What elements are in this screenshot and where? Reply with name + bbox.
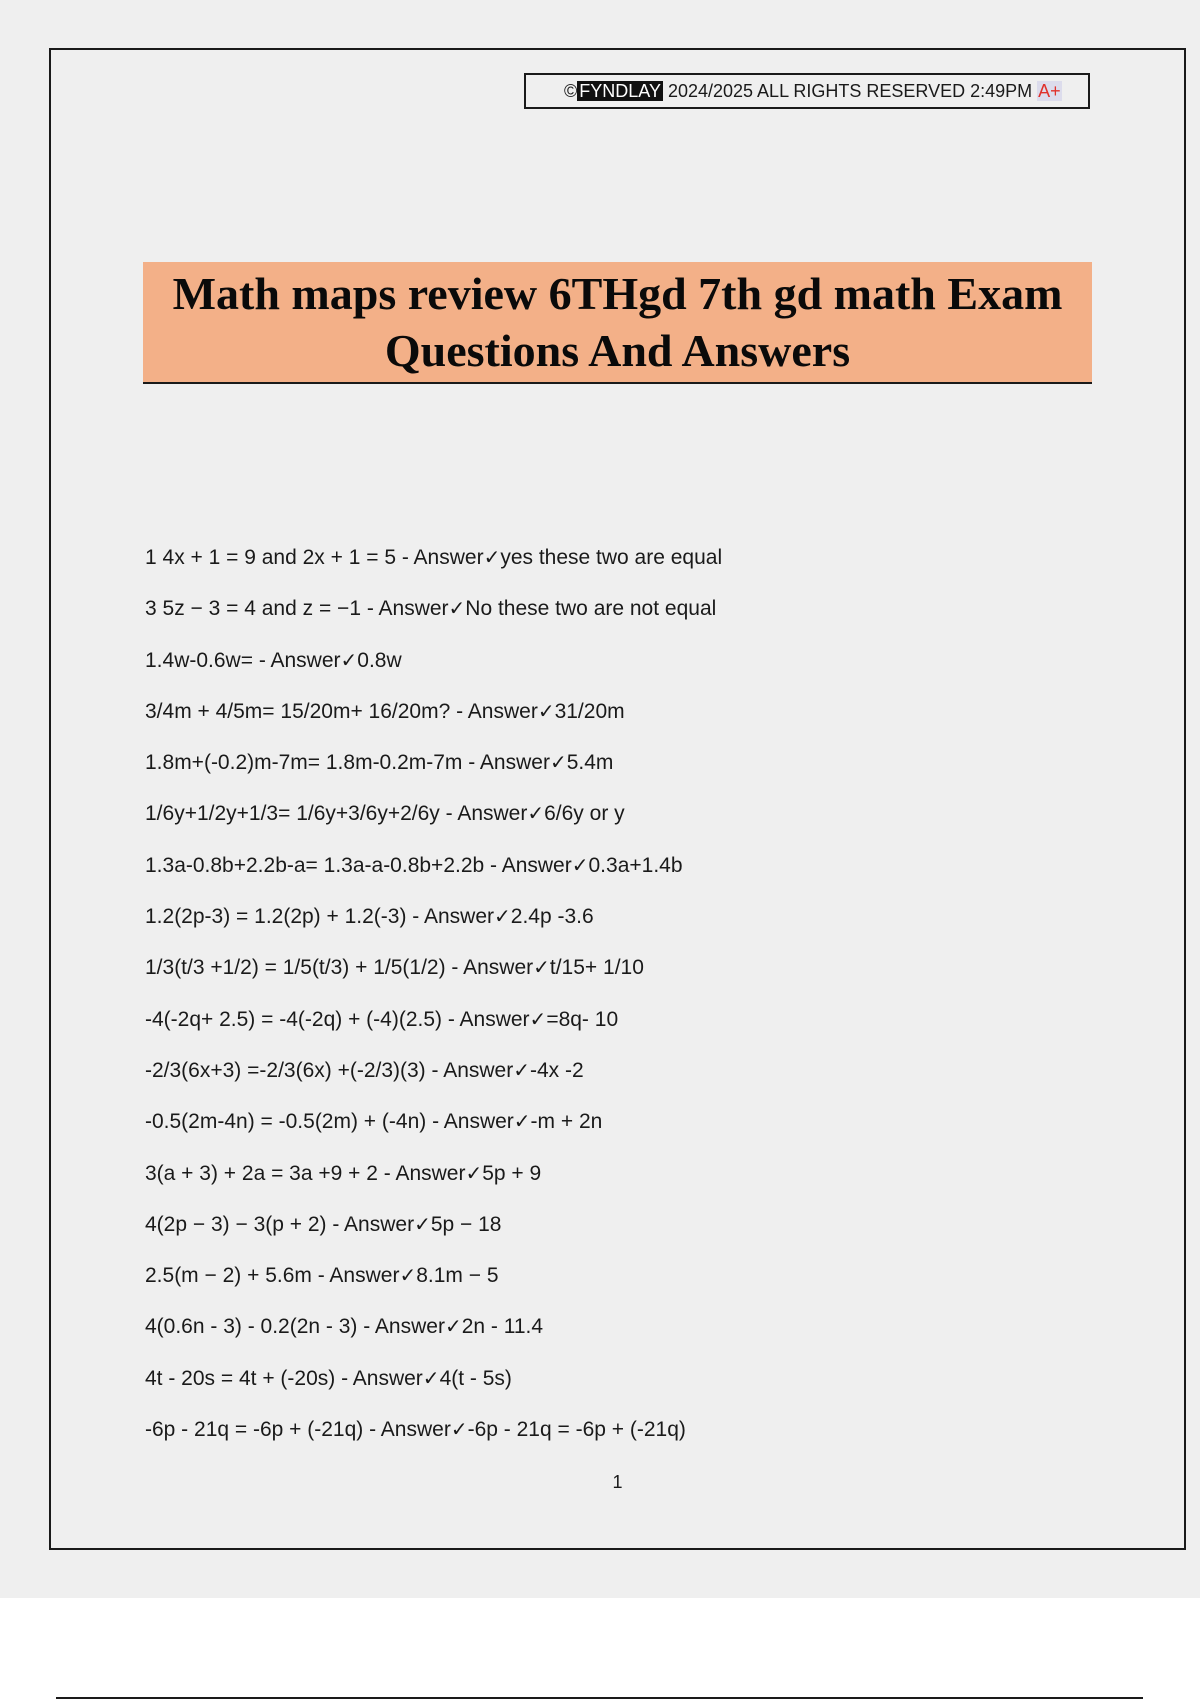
answer-text: 4(t - 5s)	[439, 1366, 512, 1390]
qa-item	[145, 588, 1045, 639]
answer-label: - Answer	[484, 853, 572, 877]
qa-item	[145, 1050, 1045, 1101]
qa-item	[145, 947, 1045, 998]
title-line-2: Questions And Answers	[384, 325, 851, 376]
checkmark-icon: ✓	[527, 801, 545, 826]
page-number: 1	[612, 1472, 623, 1492]
answer-label: - Answer	[425, 1058, 514, 1082]
qa-item	[145, 691, 1045, 742]
answer-label: - Answer	[439, 802, 528, 826]
question-text: -0.5(2m-4n) = -0.5(2m) + (-4n)	[145, 1110, 427, 1134]
answer-label: - Answer	[445, 956, 534, 980]
brand-name: FYNDLAY	[579, 81, 661, 101]
qa-item	[145, 640, 1045, 691]
question-text: 1 4x + 1 = 9 and 2x + 1 = 5	[145, 546, 397, 569]
qa-item	[145, 1153, 1045, 1204]
qa-item	[145, 1409, 1045, 1460]
question-text: -6p - 21q = -6p + (-21q)	[145, 1418, 364, 1442]
question-text: 1/3(t/3 +1/2) = 1/5(t/3) + 1/5(1/2)	[145, 956, 446, 980]
answer-label: - Answer	[326, 1212, 415, 1236]
answer-label: - Answer	[361, 597, 449, 621]
qa-item	[145, 1358, 1045, 1409]
question-text: 3 5z − 3 = 4 and z = −1	[145, 597, 361, 621]
answer-text: t/15+ 1/10	[549, 956, 644, 980]
checkmark-icon: ✓	[513, 1057, 530, 1082]
question-text: 3(a + 3) + 2a = 3a +9 + 2	[145, 1161, 378, 1185]
qa-item	[145, 845, 1045, 896]
answer-label: - Answer	[406, 905, 494, 929]
answer-text: No these two are not equal	[465, 597, 717, 621]
checkmark-icon: ✓	[399, 1263, 417, 1288]
question-text: 1.8m+(-0.2)m-7m= 1.8m-0.2m-7m	[145, 751, 463, 775]
answer-text: 2.4p -3.6	[510, 905, 594, 929]
next-page-rule	[56, 1697, 1143, 1699]
answer-text: 31/20m	[554, 699, 625, 723]
answer-label: - Answer	[450, 699, 538, 723]
checkmark-icon: ✓	[340, 647, 358, 672]
qa-item	[145, 742, 1045, 793]
question-text: 4(2p − 3) − 3(p + 2)	[145, 1212, 327, 1236]
qa-item	[145, 999, 1045, 1050]
copyright-symbol: ©	[564, 81, 578, 101]
answer-label: - Answer	[311, 1264, 400, 1288]
question-text: -2/3(6x+3) =-2/3(6x) +(-2/3)(3)	[145, 1058, 426, 1082]
qa-item	[145, 793, 1045, 844]
checkmark-icon: ✓	[422, 1365, 440, 1390]
checkmark-icon: ✓	[414, 1211, 431, 1236]
document-title	[143, 262, 1092, 384]
checkmark-icon: ✓	[444, 1314, 462, 1339]
question-text: 1.3a-0.8b+2.2b-a= 1.3a-a-0.8b+2.2b	[145, 853, 485, 877]
answer-label: - Answer	[377, 1161, 466, 1185]
checkmark-icon: ✓	[494, 904, 511, 929]
answer-text: -4x -2	[529, 1058, 584, 1082]
question-text: 1/6y+1/2y+1/3= 1/6y+3/6y+2/6y	[145, 802, 440, 826]
answer-text: -6p - 21q = -6p + (-21q)	[467, 1418, 686, 1442]
answer-text: 5.4m	[566, 751, 614, 775]
qa-item	[145, 537, 1045, 588]
question-text: -4(-2q+ 2.5) = -4(-2q) + (-4)(2.5)	[145, 1007, 443, 1031]
question-answer-list	[145, 537, 1045, 1460]
qa-item	[145, 896, 1045, 947]
qa-item	[145, 1255, 1045, 1306]
copyright-header	[524, 73, 1090, 109]
answer-label: - Answer	[442, 1007, 530, 1031]
header-text: 2024/2025 ALL RIGHTS RESERVED 2:49PM	[662, 81, 1038, 101]
checkmark-icon: ✓	[533, 955, 550, 980]
checkmark-icon: ✓	[537, 698, 555, 723]
checkmark-icon: ✓	[529, 1006, 547, 1031]
answer-label: - Answer	[335, 1366, 423, 1390]
question-text: 4t - 20s = 4t + (-20s)	[145, 1366, 336, 1390]
question-text: 1.4w-0.6w=	[145, 648, 253, 672]
answer-text: 2n - 11.4	[461, 1315, 544, 1339]
answer-text: -m + 2n	[530, 1110, 603, 1134]
answer-label: - Answer	[426, 1110, 514, 1134]
checkmark-icon: ✓	[450, 1417, 468, 1442]
qa-item	[145, 1101, 1045, 1152]
answer-text: 0.8w	[357, 648, 402, 672]
answer-label: - Answer	[252, 648, 341, 672]
checkmark-icon: ✓	[448, 596, 466, 621]
question-text: 1.2(2p-3) = 1.2(2p) + 1.2(-3)	[145, 905, 407, 929]
checkmark-icon: ✓	[571, 852, 589, 877]
answer-label: - Answer	[357, 1315, 445, 1339]
title-line-1: Math maps review 6THgd 7th gd math Exam	[172, 268, 1063, 319]
answer-label: - Answer	[396, 546, 484, 569]
question-text: 4(0.6n - 3) - 0.2(2n - 3)	[145, 1315, 358, 1339]
question-text: 3/4m + 4/5m= 15/20m+ 16/20m?	[145, 699, 451, 723]
checkmark-icon: ✓	[549, 750, 567, 775]
answer-text: 8.1m − 5	[416, 1264, 499, 1288]
answer-text: 6/6y or y	[544, 802, 625, 826]
checkmark-icon: ✓	[513, 1109, 531, 1134]
grade-badge: A+	[1038, 81, 1061, 101]
answer-label: - Answer	[462, 751, 550, 775]
qa-item	[145, 1204, 1045, 1255]
answer-text: 0.3a+1.4b	[588, 853, 683, 877]
answer-text: =8q- 10	[546, 1007, 619, 1031]
qa-item	[145, 1306, 1045, 1357]
answer-label: - Answer	[363, 1418, 451, 1442]
checkmark-icon: ✓	[465, 1160, 483, 1185]
answer-text: yes these two are equal	[500, 546, 723, 569]
checkmark-icon: ✓	[483, 545, 501, 569]
question-text: 2.5(m − 2) + 5.6m	[145, 1264, 312, 1288]
answer-text: 5p + 9	[482, 1161, 542, 1185]
answer-text: 5p − 18	[430, 1212, 502, 1236]
